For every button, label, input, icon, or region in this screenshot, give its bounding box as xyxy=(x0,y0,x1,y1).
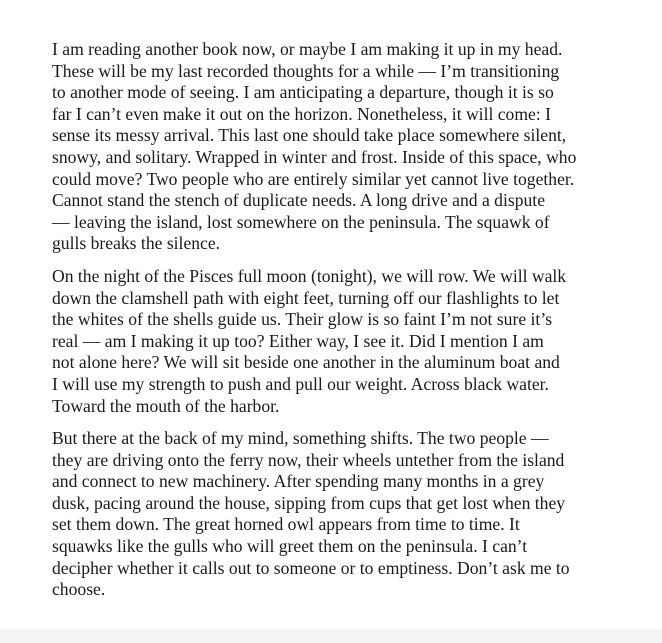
text-line: and connect to new machinery. After spending many months in a grey xyxy=(52,471,545,492)
text-line: they are driving onto the ferry now, their wheels untether from the island xyxy=(52,449,565,470)
text-line: set them down. The great horned owl appears from time to time. It xyxy=(52,514,520,535)
paragraph-2 xyxy=(52,266,624,417)
text-line: gulls breaks the silence. xyxy=(52,233,221,254)
text-line: choose. xyxy=(52,579,106,600)
text-line: far I can’t even make it out on the horizon. Nonetheless, it will come: I xyxy=(52,103,551,124)
text-line: to another mode of seeing. I am anticipating a departure, though it is so xyxy=(52,82,554,103)
text-line: snowy, and solitary. Wrapped in winter and frost. Inside of this space, who xyxy=(52,146,577,167)
text-line: real — am I making it up too? Either way, I see it. Did I mention I am xyxy=(52,330,544,351)
text-line: sense its messy arrival. This last one should take place somewhere silent, xyxy=(52,125,567,146)
paragraph-3 xyxy=(52,428,624,601)
text-line: But there at the back of my mind, something shifts. The two people — xyxy=(52,428,549,449)
text-line: decipher whether it calls out to someone or to emptiness. Don’t ask me to xyxy=(52,557,570,578)
bottom-edge-strip xyxy=(0,629,662,643)
text-line: — leaving the island, lost somewhere on the peninsula. The squawk of xyxy=(52,211,550,232)
text-line: I am reading another book now, or maybe I am making it up in my head. xyxy=(52,39,563,59)
text-line: squawks like the gulls who will greet them on the peninsula. I can’t xyxy=(52,536,528,557)
document-body xyxy=(52,39,624,612)
text-line: On the night of the Pisces full moon (tonight), we will row. We will walk xyxy=(52,265,567,286)
text-line: could move? Two people who are entirely similar yet cannot live together. xyxy=(52,168,575,189)
text-line: the whites of the shells guide us. Their glow is so faint I’m not sure it’s xyxy=(52,309,553,330)
text-line: Cannot stand the stench of duplicate needs. A long drive and a dispute xyxy=(52,190,546,211)
text-line: I will use my strength to push and pull our weight. Across black water. xyxy=(52,373,549,394)
text-line: dusk, pacing around the house, sipping from cups that get lost when they xyxy=(52,492,566,513)
text-line: down the clamshell path with eight feet, turning off our flashlights to let xyxy=(52,287,560,308)
text-line: These will be my last recorded thoughts for a while — I’m transitioning xyxy=(52,60,560,81)
paragraph-1 xyxy=(52,39,624,255)
text-line: Toward the mouth of the harbor. xyxy=(52,395,280,416)
text-line: not alone here? We will sit beside one another in the aluminum boat and xyxy=(52,352,560,373)
